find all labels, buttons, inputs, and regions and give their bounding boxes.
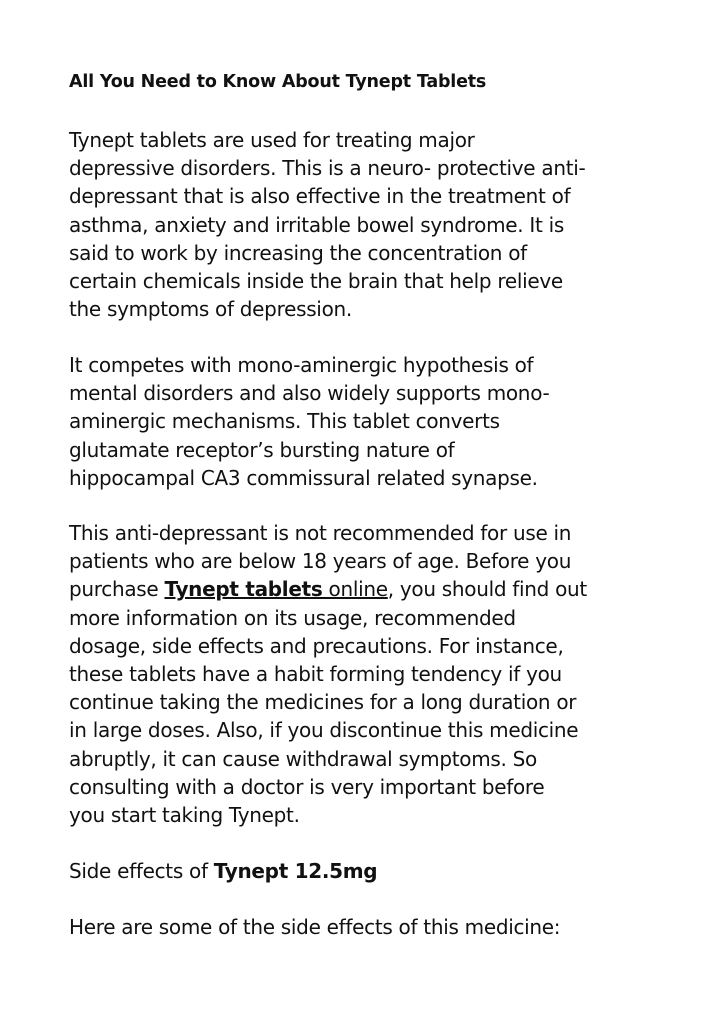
text-line-with-link [69,575,699,603]
paragraph-mechanism [69,351,699,492]
text-line: more information on its usage, recommended [69,605,516,630]
side-effects-heading [69,857,699,885]
text-line: glutamate receptor’s bursting nature of [69,437,455,462]
text-line: depressive disorders. This is a neuro- protective anti- [69,156,586,181]
link-bold-text: Tynept tablets [164,577,323,602]
purchase-text: purchase [69,577,165,602]
text-line: abruptly, it can cause withdrawal symptoms. So [69,746,537,771]
text-line: mental disorders and also widely supports mono- [69,381,550,406]
after-link-text: , you should find out [387,577,587,602]
tynept-tablets-online-link[interactable] [164,577,387,601]
text-line: the symptoms of depression. [69,297,352,322]
product-name: Tynept 12.5mg [213,859,378,883]
text-line: these tablets have a habit forming tendency if you [69,662,562,687]
text-line: hippocampal CA3 commissural related synapse. [69,465,538,490]
text-line: consulting with a doctor is very important before [69,774,545,799]
text-line: in large doses. Also, if you discontinue this medicine [69,718,579,743]
text-line: you start taking Tynept. [69,803,300,828]
text-line: certain chemicals inside the brain that help relieve [69,269,563,294]
document-title: All You Need to Know About Tynept Tablets [69,72,487,92]
text-line: asthma, anxiety and irritable bowel syndrome. It is [69,212,564,237]
text-line: aminergic mechanisms. This tablet converts [69,409,500,434]
text-line: patients who are below 18 years of age. Before you [69,549,572,574]
side-effects-prefix: Side effects of [69,859,214,883]
paragraph-intro [69,126,699,323]
text-line: dosage, side effects and precautions. For instance, [69,633,564,658]
paragraph-precautions [69,519,699,829]
text-line: This anti-depressant is not recommended for use in [69,521,572,545]
text-line: said to work by increasing the concentration of [69,240,527,265]
text-line: continue taking the medicines for a long duration or [69,690,577,715]
text-line: Tynept tablets are used for treating major [69,128,475,152]
link-plain-text: online [322,577,388,602]
text-line: It competes with mono-aminergic hypothesis of [69,353,534,377]
text-line: depressant that is also effective in the treatment of [69,184,571,209]
side-effects-intro: Here are some of the side effects of this medicine: [69,915,561,939]
